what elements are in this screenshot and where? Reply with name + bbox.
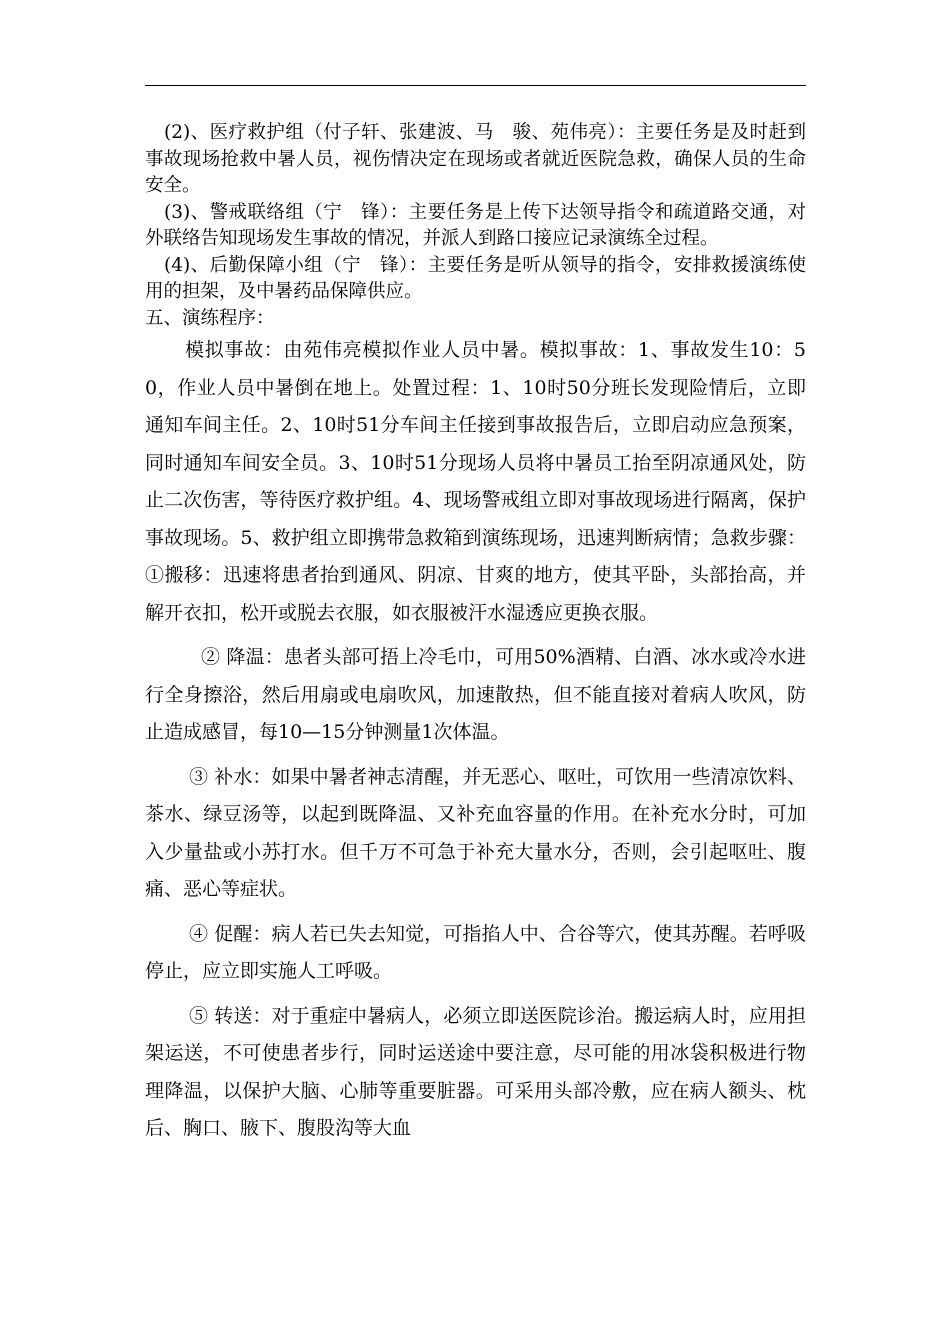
paragraph-security-team: (3)、警戒联络组（宁 锋）：主要任务是上传下达领导指令和疏道路交通，对外联络告知现场发生事故的情况，并派人到路口接应记录演练全过程。 <box>145 201 806 249</box>
paragraph-cooling: ② 降温：患者头部可捂上冷毛巾，可用50%酒精、白酒、冰水或冷水进行全身擦浴，然后用扇或电扇吹风，加速散热，但不能直接对着病人吹风，防止造成感冒，每10—15分钟测量1次体温。 <box>145 646 806 743</box>
paragraph-logistics-team: (4)、后勤保障小组（宁 锋）：主要任务是听从领导的指令，安排救援演练使用的担架，及中暑药品保障供应。 <box>145 254 806 302</box>
paragraph-simulated-accident: 模拟事故：由苑伟亮模拟作业人员中暑。模拟事故：1、事故发生10：50，作业人员中暑倒在地上。处置过程：1、10时50分班长发现险情后，立即通知车间主任。2、10时51分车间主任接到事故报告后，立即启动应急预案，同时通知车间安全员。3、10时51分现场人员将中暑员工抬至阴凉通风处，防止二次伤害，等待医疗救护组。4、现场警戒组立即对事故现场进行隔离，保护事故现场。5、救护组立即携带急救箱到演练现场，迅速判断病情；急救步骤：①搬移：迅速将患者抬到通风、阴凉、甘爽的地方，使其平卧，头部抬高，并解开衣扣，松开或脱去衣服，如衣服被汗水湿透应更换衣服。 <box>145 339 806 624</box>
document-body <box>145 120 806 1148</box>
section-heading-drill-procedure: 五、演练程序： <box>145 307 275 329</box>
paragraph-transfer: ⑤ 转送：对于重症中暑病人，必须立即送医院诊治。搬运病人时，应用担架运送，不可使患者步行，同时运送途中要注意，尽可能的用冰袋积极进行物理降温，以保护大脑、心肺等重要脏器。可采用头部冷敷，应在病人额头、枕后、胸口、腋下、腹股沟等大血 <box>145 1004 806 1139</box>
paragraph-awakening: ④ 促醒：病人若已失去知觉，可指掐人中、合谷等穴，使其苏醒。若呼吸停止，应立即实施人工呼吸。 <box>145 922 806 982</box>
paragraph-rehydration: ③ 补水：如果中暑者神志清醒，并无恶心、呕吐，可饮用一些清凉饮料、茶水、绿豆汤等，以起到既降温、又补充血容量的作用。在补充水分时，可加入少量盐或小苏打水。但千万不可急于补充大量水分，否则，会引起呕吐、腹痛、恶心等症状。 <box>145 765 806 900</box>
header-rule <box>145 85 806 86</box>
paragraph-medical-team: (2)、医疗救护组（付子轩、张建波、马 骏、苑伟亮）：主要任务是及时赶到事故现场抢救中暑人员，视伤情决定在现场或者就近医院急救，确保人员的生命安全。 <box>145 122 806 196</box>
